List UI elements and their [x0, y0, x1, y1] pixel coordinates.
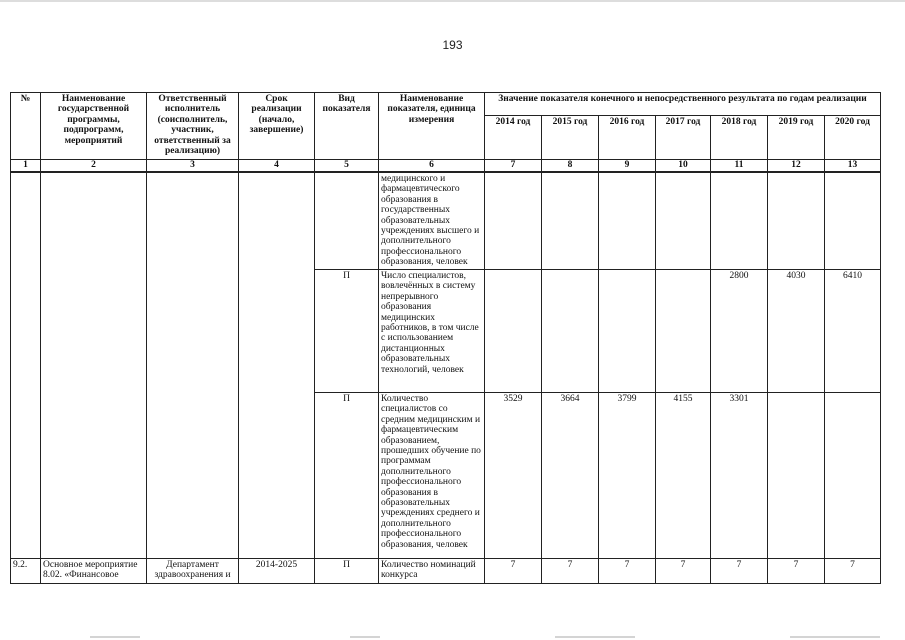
cell-value: 3529	[485, 393, 542, 559]
cell-value	[599, 172, 656, 270]
cell-indicator-type: П	[315, 393, 379, 559]
cell-executor	[147, 172, 239, 559]
cell-value: 3799	[599, 393, 656, 559]
cell-value	[768, 172, 825, 270]
cell-program	[41, 172, 147, 559]
header-indicator-name: Наименование показателя, единица измерения	[379, 93, 485, 160]
cell-value: 7	[768, 559, 825, 584]
cell-value: 7	[656, 559, 711, 584]
cell-indicator-type	[315, 172, 379, 270]
cell-indicator-type: П	[315, 270, 379, 393]
cell-number: 9.2.	[11, 559, 41, 584]
cell-value: 7	[599, 559, 656, 584]
column-number: 12	[768, 160, 825, 173]
cell-indicator-type: П	[315, 559, 379, 584]
column-number: 13	[825, 160, 881, 173]
header-year: 2018 год	[711, 116, 768, 160]
header-executor: Ответственный исполнитель (соисполнитель, участник, ответственный за реализацию)	[147, 93, 239, 160]
header-number: №	[11, 93, 41, 160]
column-number: 6	[379, 160, 485, 173]
column-number: 10	[656, 160, 711, 173]
header-year: 2019 год	[768, 116, 825, 160]
cell-value	[768, 393, 825, 559]
cell-value	[542, 270, 599, 393]
cell-number	[11, 172, 41, 559]
cell-value	[599, 270, 656, 393]
header-year: 2014 год	[485, 116, 542, 160]
cell-value	[485, 172, 542, 270]
column-number: 9	[599, 160, 656, 173]
cell-executor: Департамент здравоохранения и	[147, 559, 239, 584]
cell-value: 6410	[825, 270, 881, 393]
header-row	[11, 93, 881, 116]
header-period: Срок реализации (начало, завершение)	[239, 93, 315, 160]
cell-value: 7	[542, 559, 599, 584]
cell-value: 7	[825, 559, 881, 584]
cell-value	[825, 393, 881, 559]
table-row	[11, 172, 881, 270]
cell-value	[711, 172, 768, 270]
cell-value: 2800	[711, 270, 768, 393]
cell-value: 7	[485, 559, 542, 584]
column-number: 1	[11, 160, 41, 173]
column-number: 4	[239, 160, 315, 173]
cell-value: 4030	[768, 270, 825, 393]
header-program: Наименование государственной программы, подпрограмм, мероприятий	[41, 93, 147, 160]
cell-indicator-name: Число специалистов, вовлечённых в систему непрерывного образования медицинских работников, в том числе с использованием дистанционных образовательных технологий, человек	[379, 270, 485, 393]
cell-value	[825, 172, 881, 270]
cell-period	[239, 172, 315, 559]
column-number: 11	[711, 160, 768, 173]
column-number: 7	[485, 160, 542, 173]
cell-period: 2014-2025	[239, 559, 315, 584]
header-year: 2017 год	[656, 116, 711, 160]
cell-indicator-name: Количество номинаций конкурса	[379, 559, 485, 584]
header-indicator-type: Вид показателя	[315, 93, 379, 160]
column-number: 3	[147, 160, 239, 173]
cell-indicator-name: медицинского и фармацевтического образования в государственных образовательных учреждениях высшего и дополнительного профессионального образования, человек	[379, 172, 485, 270]
header-year: 2020 год	[825, 116, 881, 160]
cell-value	[542, 172, 599, 270]
page-number: 193	[442, 38, 463, 52]
table-row	[11, 559, 881, 584]
cell-program: Основное мероприятие 8.02. «Финансовое	[41, 559, 147, 584]
cell-value	[656, 270, 711, 393]
cell-value: 3301	[711, 393, 768, 559]
column-number: 8	[542, 160, 599, 173]
cell-value: 4155	[656, 393, 711, 559]
column-number: 5	[315, 160, 379, 173]
column-number: 2	[41, 160, 147, 173]
header-year: 2016 год	[599, 116, 656, 160]
cell-value	[656, 172, 711, 270]
cell-value	[485, 270, 542, 393]
cell-indicator-name: Количество специалистов со средним медицинским и фармацевтическим образованием, прошедших обучение по программам дополнительного профессионального образования в образовательных учреждениях среднего и дополнительного профессионального образования, человек	[379, 393, 485, 559]
cell-value: 7	[711, 559, 768, 584]
header-year: 2015 год	[542, 116, 599, 160]
header-values-group: Значение показателя конечного и непосредственного результата по годам реализации	[485, 93, 881, 116]
cell-value: 3664	[542, 393, 599, 559]
column-numbers-row	[11, 160, 881, 173]
indicators-table	[10, 92, 881, 584]
